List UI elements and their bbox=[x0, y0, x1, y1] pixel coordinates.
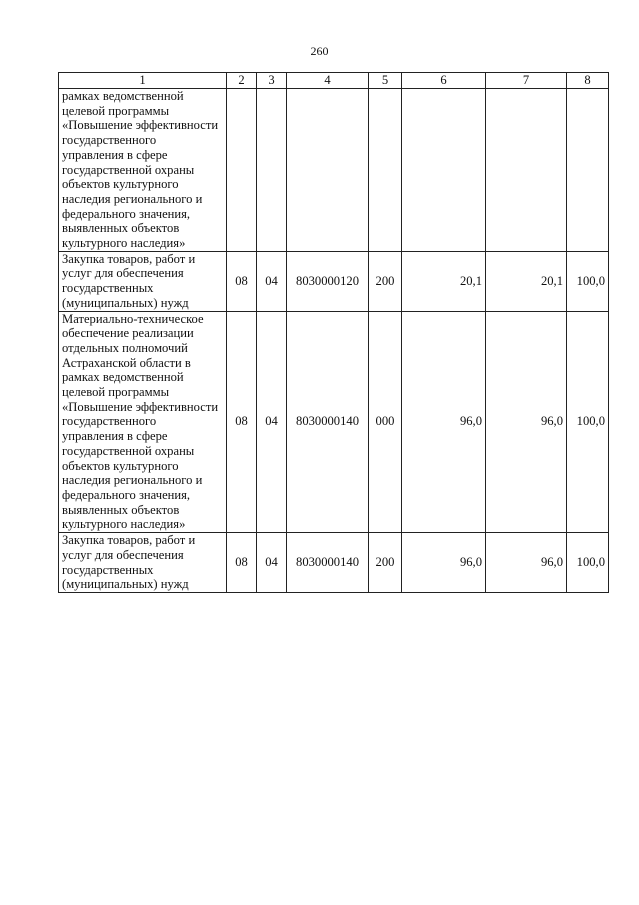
column-header: 7 bbox=[486, 73, 567, 89]
description-line: государственных bbox=[62, 281, 154, 296]
percent-cell: 100,0 bbox=[567, 533, 609, 593]
description-line: государственного bbox=[62, 133, 157, 148]
description-line: наследия регионального и bbox=[62, 191, 203, 206]
target-article-cell: 8030000140 bbox=[287, 311, 369, 533]
target-article-cell: 8030000120 bbox=[287, 251, 369, 311]
table-row bbox=[59, 251, 609, 311]
description-line: управления в сфере bbox=[62, 147, 168, 162]
description-line: услуг для обеспечения bbox=[62, 266, 184, 281]
percent-cell: 100,0 bbox=[567, 311, 609, 533]
actual-amount-cell: 96,0 bbox=[486, 311, 567, 533]
actual-amount-cell bbox=[486, 89, 567, 252]
description-line: объектов культурного bbox=[62, 177, 179, 192]
target-article-cell: 8030000140 bbox=[287, 533, 369, 593]
description-line: «Повышение эффективности bbox=[62, 399, 219, 414]
row-description bbox=[59, 251, 227, 311]
column-header: 4 bbox=[287, 73, 369, 89]
column-header: 5 bbox=[369, 73, 402, 89]
description-line: целевой программы bbox=[62, 103, 170, 118]
description-line: (муниципальных) нужд bbox=[62, 577, 189, 592]
description-line: государственных bbox=[62, 562, 154, 577]
description-line: Материально-техническое bbox=[62, 311, 204, 326]
actual-amount-cell: 20,1 bbox=[486, 251, 567, 311]
row-description bbox=[59, 533, 227, 593]
actual-amount-cell: 96,0 bbox=[486, 533, 567, 593]
budget-table bbox=[58, 72, 609, 593]
subsection-cell: 04 bbox=[257, 251, 287, 311]
column-header: 6 bbox=[402, 73, 486, 89]
description-line: Астраханской области в bbox=[62, 355, 191, 370]
plan-amount-cell: 96,0 bbox=[402, 533, 486, 593]
table-row bbox=[59, 89, 609, 252]
description-line: федерального значения, bbox=[62, 487, 191, 502]
plan-amount-cell: 96,0 bbox=[402, 311, 486, 533]
description-line: услуг для обеспечения bbox=[62, 547, 184, 562]
table-row bbox=[59, 311, 609, 533]
description-line: целевой программы bbox=[62, 385, 170, 400]
expense-type-cell bbox=[369, 89, 402, 252]
description-line: культурного наследия» bbox=[62, 236, 186, 251]
column-header: 8 bbox=[567, 73, 609, 89]
column-header: 2 bbox=[227, 73, 257, 89]
description-line: отдельных полномочий bbox=[62, 340, 188, 355]
description-line: Закупка товаров, работ и bbox=[62, 251, 196, 266]
description-line: рамках ведомственной bbox=[62, 89, 184, 103]
row-description bbox=[59, 89, 227, 252]
description-line: государственной охраны bbox=[62, 443, 195, 458]
description-line: выявленных объектов bbox=[62, 502, 180, 517]
subsection-cell: 04 bbox=[257, 533, 287, 593]
column-header: 3 bbox=[257, 73, 287, 89]
description-line: культурного наследия» bbox=[62, 517, 186, 532]
plan-amount-cell: 20,1 bbox=[402, 251, 486, 311]
description-line: обеспечение реализации bbox=[62, 326, 194, 341]
subsection-cell: 04 bbox=[257, 311, 287, 533]
description-line: наследия регионального и bbox=[62, 473, 203, 488]
expense-type-cell: 200 bbox=[369, 251, 402, 311]
description-line: (муниципальных) нужд bbox=[62, 295, 189, 310]
page-number: 260 bbox=[310, 44, 329, 58]
table-header-row bbox=[59, 73, 609, 89]
description-line: государственного bbox=[62, 414, 157, 429]
expense-type-cell: 000 bbox=[369, 311, 402, 533]
description-line: федерального значения, bbox=[62, 206, 191, 221]
percent-cell bbox=[567, 89, 609, 252]
section-cell: 08 bbox=[227, 251, 257, 311]
row-description bbox=[59, 311, 227, 533]
expense-type-cell: 200 bbox=[369, 533, 402, 593]
description-line: рамках ведомственной bbox=[62, 370, 184, 385]
plan-amount-cell bbox=[402, 89, 486, 252]
section-cell bbox=[227, 89, 257, 252]
section-cell: 08 bbox=[227, 533, 257, 593]
description-line: управления в сфере bbox=[62, 429, 168, 444]
percent-cell: 100,0 bbox=[567, 251, 609, 311]
column-header: 1 bbox=[59, 73, 227, 89]
subsection-cell bbox=[257, 89, 287, 252]
table-row bbox=[59, 533, 609, 593]
description-line: объектов культурного bbox=[62, 458, 179, 473]
target-article-cell bbox=[287, 89, 369, 252]
description-line: государственной охраны bbox=[62, 162, 195, 177]
description-line: Закупка товаров, работ и bbox=[62, 533, 196, 548]
description-line: «Повышение эффективности bbox=[62, 118, 219, 133]
description-line: выявленных объектов bbox=[62, 221, 180, 236]
section-cell: 08 bbox=[227, 311, 257, 533]
